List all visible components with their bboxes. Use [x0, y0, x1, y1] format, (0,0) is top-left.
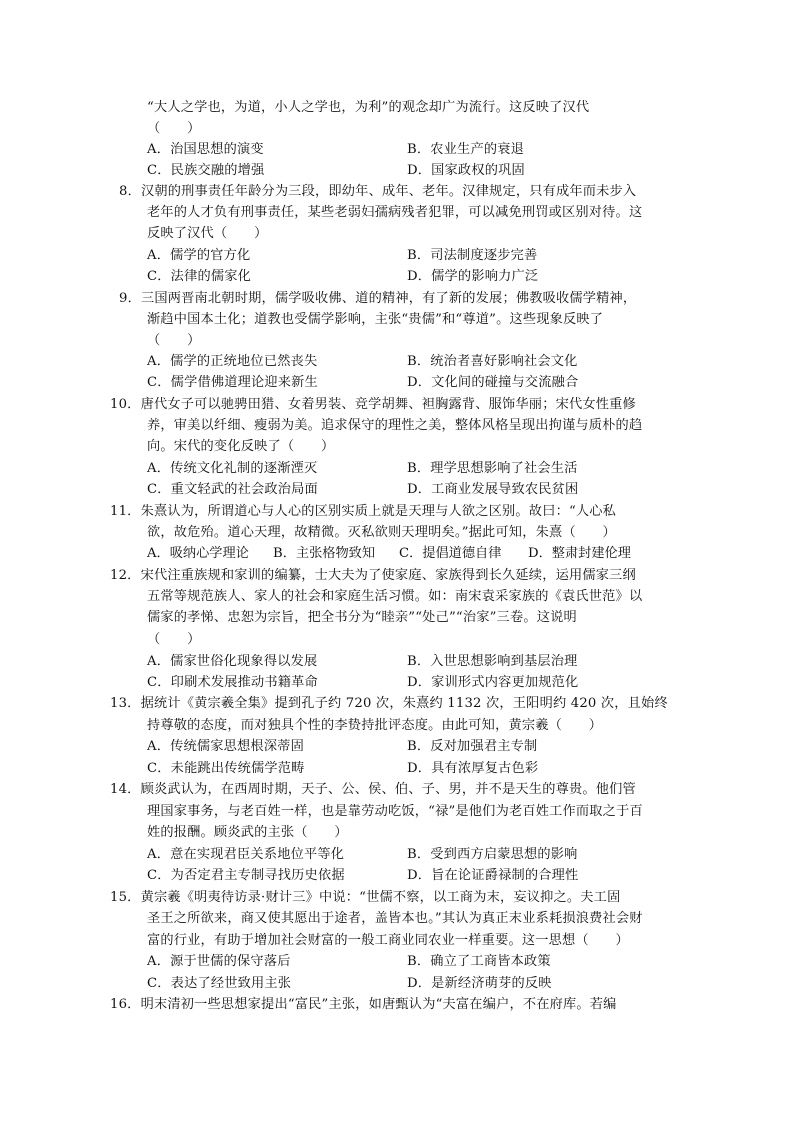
- question-15-stem: 15．黄宗羲《明夷待访录·财计三》中说：“世儒不察，以工商为末，妄议抑之。夫工固: [110, 890, 621, 905]
- question-11-option-c: C．提倡道德自律: [399, 546, 502, 561]
- question-15-option-a: A．源于世儒的保守落后: [147, 954, 291, 969]
- question-14-stem-line2: 理国家事务，与老百姓一样，也是靠劳动吃饭，“禄”是他们为老百姓工作而取之于百: [147, 804, 643, 819]
- question-15-option-d: D．是新经济萌芽的反映: [407, 976, 552, 991]
- question-15-option-b: B．确立了工商皆本政策: [407, 954, 551, 969]
- question-10-option-a: A．传统文化礼制的逐渐湮灭: [147, 461, 318, 476]
- question-9-stem: 9．三国两晋南北朝时期，儒学吸收佛、道的精神，有了新的发展；佛教吸收儒学精神，: [119, 291, 637, 306]
- question-9-option-a: A．儒学的正统地位已然丧失: [147, 354, 318, 369]
- question-12-bracket: （ ）: [147, 632, 201, 647]
- question-7-option-b: B．农业生产的衰退: [407, 142, 524, 157]
- question-15-option-c: C．表达了经世致用主张: [147, 976, 292, 991]
- question-8-option-d: D．儒学的影响力广泛: [407, 269, 539, 284]
- question-10-stem: 10．唐代女子可以驰骋田猎、女着男装、竞学胡舞、袒胸露背、服饰华丽；宋代女性重修: [110, 397, 636, 412]
- question-12-stem-line3: 儒家的孝悌、忠恕为宗旨，把全书分为“睦亲”“处己”“治家”三卷。这说明: [147, 610, 577, 625]
- question-11-option-b: B．主张格物致知: [273, 546, 376, 561]
- question-10-option-d: D．工商业发展导致农民贫困: [407, 482, 579, 497]
- question-16-stem: 16．明末清初一些思想家提出“富民”主张，如唐甄认为“夫富在编户，不在府库。若编: [110, 997, 617, 1012]
- question-10-stem-line3: 向。宋代的变化反映了（ ）: [147, 439, 335, 454]
- question-13-stem: 13．据统计《黄宗羲全集》提到孔子约 720 次，朱熹约 1132 次，王阳明约 420 次，且始终: [110, 696, 668, 711]
- question-13-stem-line2: 持尊敬的态度，而对独具个性的李贽持批评态度。由此可知，黄宗羲（ ）: [147, 718, 603, 733]
- question-7-text: “大人之学也，为道，小人之学也，为利”的观念却广为流行。这反映了汉代: [147, 100, 590, 115]
- question-8-option-b: B．司法制度逐步完善: [407, 248, 538, 263]
- question-7-bracket: （ ）: [147, 121, 201, 136]
- question-7-option-a: A．治国思想的演变: [147, 142, 264, 157]
- question-12-option-d: D．家训形式内容更加规范化: [407, 675, 579, 690]
- question-12-option-c: C．印刷术发展推动书籍革命: [147, 675, 318, 690]
- question-13-option-a: A．传统儒家思想根深蒂固: [147, 739, 304, 754]
- question-13-option-b: B．反对加强君主专制: [407, 739, 538, 754]
- question-13-option-c: C．未能跳出传统儒学范畴: [147, 761, 305, 776]
- question-12-stem-line2: 五常等规范族人、家人的社会和家庭生活习惯。如：南宋袁采家族的《袁氏世范》以: [147, 589, 643, 604]
- question-14-option-b: B．受到西方启蒙思想的影响: [407, 847, 578, 862]
- question-8-stem-line2: 老年的人才负有刑事责任，某些老弱妇孺病残者犯罪，可以减免刑罚或区别对待。这: [147, 205, 643, 220]
- question-12-option-a: A．儒家世俗化现象得以发展: [147, 654, 318, 669]
- question-8-stem-line3: 反映了汉代（ ）: [147, 226, 268, 241]
- question-8-option-c: C．法律的儒家化: [147, 269, 252, 284]
- question-7-option-d: D．国家政权的巩固: [407, 163, 525, 178]
- question-14-option-d: D．旨在论证爵禄制的合理性: [407, 868, 579, 883]
- question-9-stem-line2: 渐趋中国本土化；道教也受儒学影响，主张“贵儒”和“尊道”。这些现象反映了: [147, 312, 604, 327]
- question-9-bracket: （ ）: [147, 333, 201, 348]
- question-12-option-b: B．入世思想影响到基层治理: [407, 654, 578, 669]
- question-10-stem-line2: 养，审美以纤细、瘦弱为美。追求保守的理性之美，整体风格呈现出拘谨与质朴的趋: [147, 418, 643, 433]
- question-15-stem-line3: 富的行业，有助于增加社会财富的一般工商业同农业一样重要。这一思想（ ）: [147, 933, 629, 948]
- question-9-option-b: B．统治者喜好影响社会文化: [407, 354, 578, 369]
- question-8-option-a: A．儒学的官方化: [147, 248, 251, 263]
- question-10-option-c: C．重文轻武的社会政治局面: [147, 482, 318, 497]
- question-14-option-a: A．意在实现君臣关系地位平等化: [147, 847, 345, 862]
- question-9-option-c: C．儒学借佛道理论迎来新生: [147, 375, 318, 390]
- question-15-stem-line2: 圣王之所欲来，商又使其愿出于途者，盖皆本也。”其认为真正末业系耗损浪费社会财: [147, 911, 643, 926]
- question-10-option-b: B．理学思想影响了社会生活: [407, 461, 578, 476]
- question-13-option-d: D．具有浓厚复古色彩: [407, 761, 539, 776]
- question-11-stem: 11．朱熹认为，所谓道心与人心的区别实质上就是天理与人欲之区别。故曰：“人心私: [110, 504, 617, 519]
- question-8-stem: 8．汉朝的刑事责任年龄分为三段，即幼年、成年、老年。汉律规定，只有成年而未步入: [119, 184, 637, 199]
- question-14-option-c: C．为否定君主专制寻找历史依据: [147, 868, 345, 883]
- question-14-stem-line3: 姓的报酬。顾炎武的主张（ ）: [147, 825, 348, 840]
- question-11-stem-line2: 欲，故危殆。道心天理，故精微。灭私欲则天理明矣。”据此可知，朱熹（ ）: [147, 525, 616, 540]
- question-9-option-d: D．文化间的碰撞与交流融合: [407, 375, 579, 390]
- question-12-stem: 12．宋代注重族规和家训的编纂，士大夫为了使家庭、家族得到长久延续，运用儒家三纲: [110, 568, 636, 583]
- question-11-option-d: D．整肃封建伦理: [528, 546, 631, 561]
- question-7-option-c: C．民族交融的增强: [147, 163, 265, 178]
- question-11-option-a: A．吸纳心学理论: [147, 546, 249, 561]
- question-14-stem: 14．顾炎武认为，在西周时期，天子、公、侯、伯、子、男，并不是天生的尊贵。他们管: [110, 782, 636, 797]
